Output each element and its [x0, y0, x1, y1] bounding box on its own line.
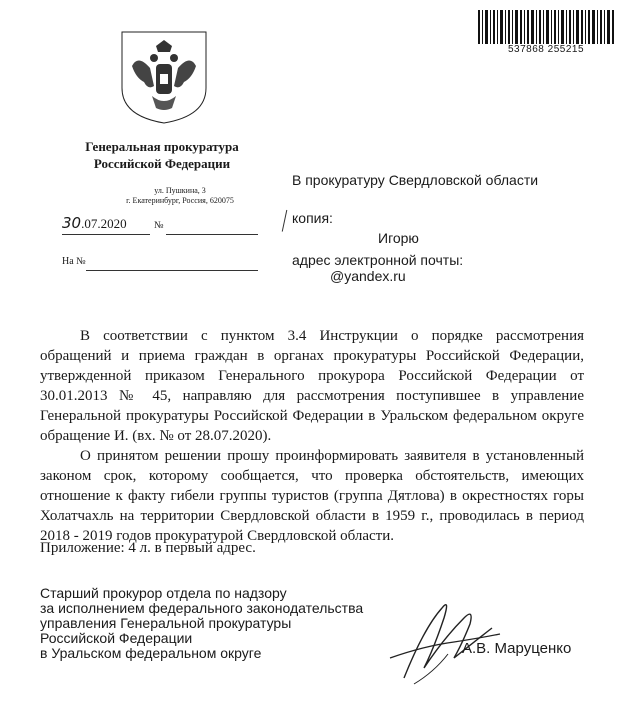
signatory-line-4: Российской Федерации — [40, 630, 193, 646]
letter-body — [40, 326, 584, 546]
barcode-number: 537868 255215 — [478, 44, 614, 55]
handwritten-mark — [282, 210, 290, 232]
attachment-note: Приложение: 4 л. в первый адрес. — [40, 540, 256, 556]
date-number-row — [62, 214, 258, 232]
email-label: адрес электронной почты: — [292, 252, 464, 268]
signatory-name: А.В. Маруценко — [462, 640, 572, 657]
signatory-title — [40, 586, 363, 661]
reference-on-label: На № — [62, 256, 86, 267]
reference-line — [86, 270, 258, 271]
handwritten-signature — [384, 588, 504, 688]
number-line — [166, 234, 258, 235]
address-city: г. Екатеринбург, Россия, 620075 — [126, 196, 234, 205]
handwritten-date-day: 30 — [62, 214, 82, 232]
signatory-line-5: в Уральском федеральном округе — [40, 645, 262, 661]
date-month-year: .07.2020 — [81, 216, 127, 231]
address-street: ул. Пушкина, 3 — [154, 186, 206, 195]
date-line — [62, 234, 150, 235]
sender-organization — [62, 138, 262, 172]
state-emblem-icon — [118, 28, 210, 126]
org-name-line2: Российской Федерации — [93, 156, 231, 171]
org-name-line1: Генеральная прокуратура — [85, 139, 239, 154]
number-sign: № — [154, 220, 164, 231]
recipient-to: В прокуратуру Свердловской области — [292, 172, 539, 188]
copy-recipient-name: Игорю — [378, 230, 419, 246]
body-paragraph-2: О принятом решении прошу проинформировать заявителя в установленный законом срок, которому сообщается, что проверка обстоятельств, имеющих отношение к факту гибели группы туристов (группа Дятлова) в окрестностях горы Холатчахль на территории Свердловской области в 1959 г., проводилась в период 2018 - 2019 годов прокуратурой Свердловской области. — [40, 448, 584, 544]
email-value: @yandex.ru — [330, 268, 406, 284]
signatory-line-2: за исполнением федерального законодательства — [40, 600, 364, 616]
sender-address — [80, 186, 280, 206]
signatory-line-3: управления Генеральной прокуратуры — [40, 615, 292, 631]
copy-label: копия: — [292, 210, 333, 226]
body-paragraph-1: В соответствии с пунктом 3.4 Инструкции о порядке рассмотрения обращений и приема граждан в органах прокуратуры Российской Федерации, утвержденной приказом Генерального прокурора Российской Федерации от 30.01.2013 № 45, направляю для рассмотрения поступившее в управление Генеральной прокуратуры Российской Федерации в Уральском федеральном округе обращение И. (вх. № от 28.07.2020). — [40, 328, 584, 444]
signatory-line-1: Старший прокурор отдела по надзору — [40, 585, 287, 601]
